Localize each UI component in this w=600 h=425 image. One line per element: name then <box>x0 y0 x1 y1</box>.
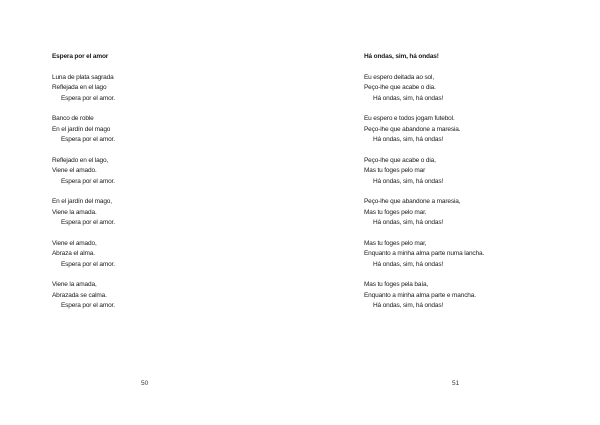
poem-line: Viene la amada, <box>52 281 97 288</box>
poem-title: Espera por el amor <box>52 53 109 60</box>
poem <box>52 52 115 322</box>
poem-refrain: Espera por el amor. <box>61 136 115 143</box>
poem-refrain: Espera por el amor. <box>61 94 115 102</box>
poem-line: Enquanto a minha alma parte e mancha. <box>364 291 476 299</box>
stanza <box>364 280 484 312</box>
poem-line: Luna de plata sagrada <box>52 73 114 81</box>
stanza <box>364 114 484 146</box>
poem-line: Peço-lhe que abandone a maresia, <box>364 198 461 205</box>
poem-line: Viene la amada. <box>52 208 97 216</box>
poem-line: Viene el amado, <box>52 239 97 247</box>
poem-line: Mas tu foges pelo mar <box>364 167 426 174</box>
poem-line: Mas tu foges pelo mar. <box>364 208 427 216</box>
stanza <box>52 114 115 146</box>
poem-line: Peço-lhe que acabe o dia, <box>364 156 436 164</box>
poem-line: Enquanto a minha alma parte numa lancha. <box>364 250 485 257</box>
stanza <box>52 73 115 105</box>
page-number: 51 <box>452 380 460 387</box>
poem-refrain: Espera por el amor. <box>61 219 115 226</box>
stanza <box>364 73 484 105</box>
poem-line: Mas tu foges pelo mar, <box>364 239 427 247</box>
page-number: 50 <box>141 380 149 387</box>
poem-refrain: Espera por el amor. <box>61 260 115 268</box>
poem-line: Reflejada en el lago <box>52 84 107 91</box>
poem-refrain: Há ondas, sim, há ondas! <box>373 94 444 102</box>
stanza <box>52 280 115 312</box>
poem-refrain: Há ondas, sim, há ondas! <box>373 136 444 143</box>
stanza <box>364 239 484 271</box>
poem <box>364 52 484 322</box>
poem-line: Eu espero deitada ao sol, <box>364 73 434 81</box>
poem-line: En el jardín del mago, <box>52 198 112 205</box>
poem-line: Abrazada se calma. <box>52 291 107 299</box>
poem-line: Peço-lhe que acabe o dia. <box>364 84 436 91</box>
stanza <box>364 197 484 229</box>
stanza <box>52 197 115 229</box>
poem-refrain: Há ondas, sim, há ondas! <box>373 260 444 268</box>
poem-line: Reflejado en el lago, <box>52 156 109 164</box>
poem-line: Peço-lhe que abandone a maresia. <box>364 125 461 133</box>
poem-line: Viene el amado. <box>52 167 97 174</box>
poem-title: Há ondas, sim, há ondas! <box>364 53 439 60</box>
poem-line: Abraza el alma. <box>52 250 95 257</box>
stanza <box>52 239 115 271</box>
poem-refrain: Espera por el amor. <box>61 177 115 185</box>
poem-refrain: Há ondas, sim, há ondas! <box>373 177 444 185</box>
poem-line: En el jardín del mago <box>52 125 111 133</box>
poem-refrain: Há ondas, sim, há ondas! <box>373 219 444 226</box>
stanza <box>364 156 484 188</box>
stanza <box>52 156 115 188</box>
right-page <box>300 0 600 425</box>
poem-refrain: Há ondas, sim, há ondas! <box>373 302 444 309</box>
poem-line: Eu espero e todos jogam futebol. <box>364 115 455 122</box>
poem-refrain: Espera por el amor. <box>61 302 115 309</box>
poem-line: Banco de roble <box>52 115 94 122</box>
poem-line: Mas tu foges pela baía, <box>364 281 429 288</box>
